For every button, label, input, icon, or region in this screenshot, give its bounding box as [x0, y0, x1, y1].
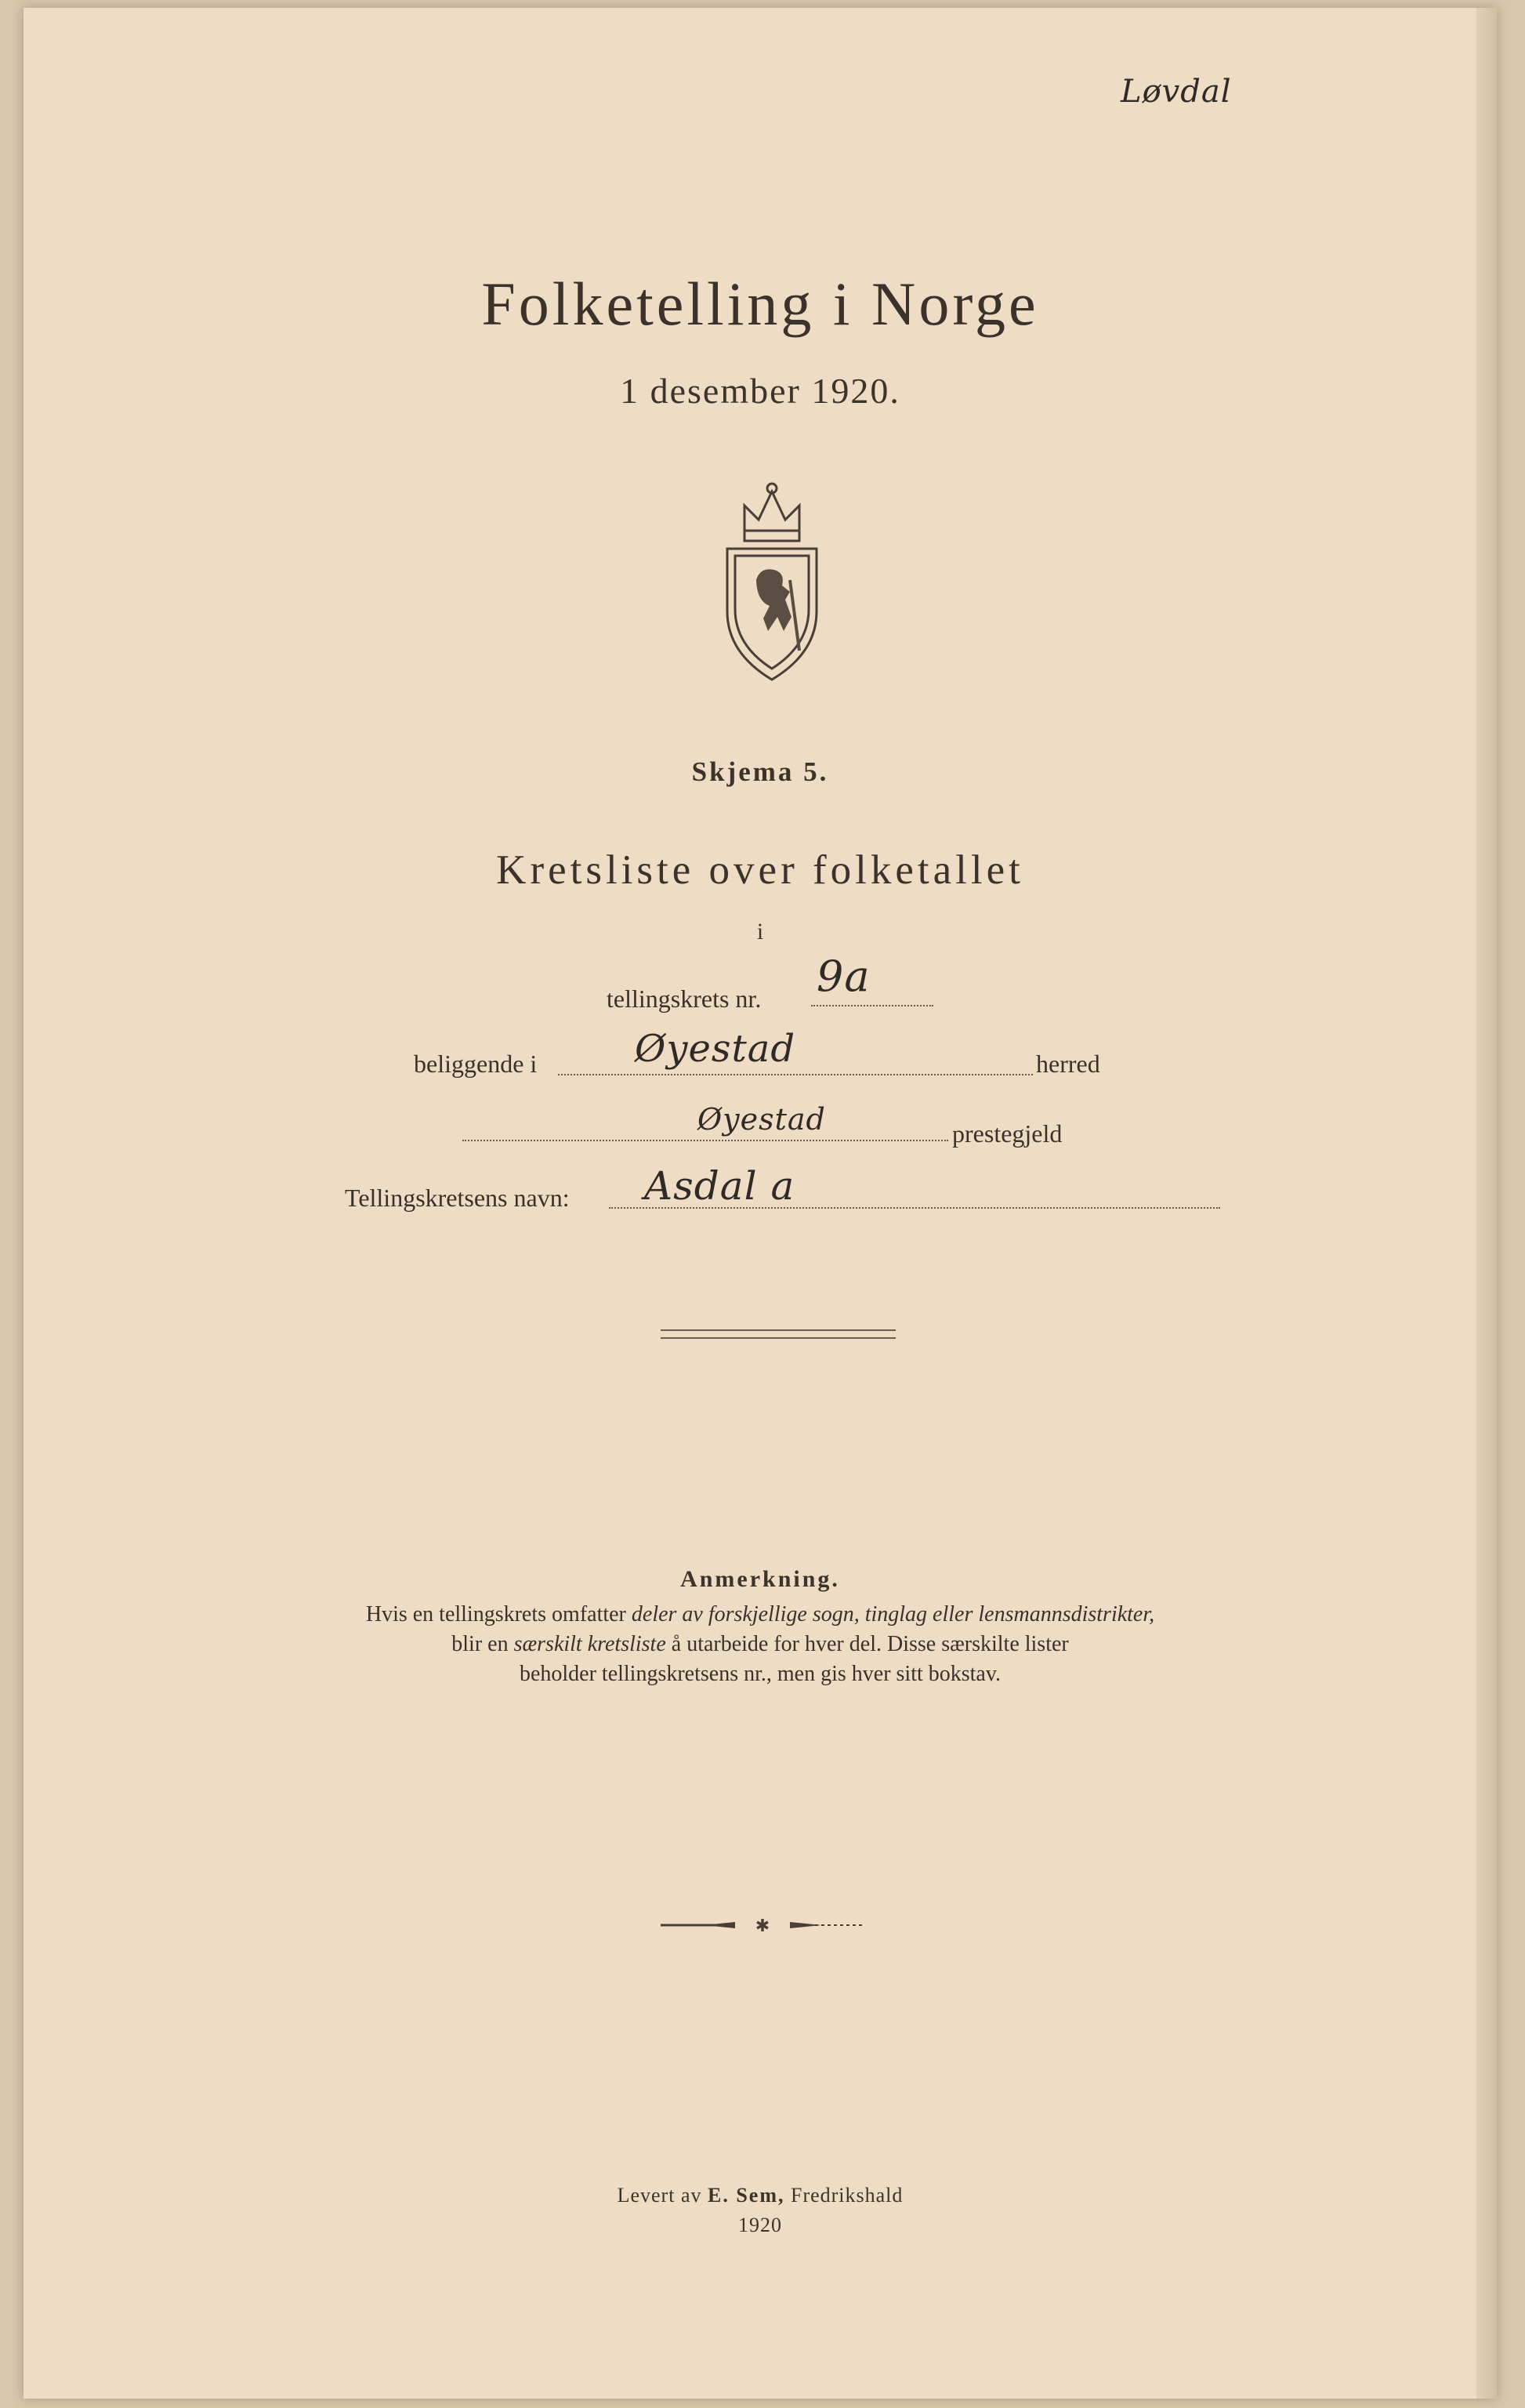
- tellingskrets-value: 9a: [817, 952, 871, 1001]
- schema-label: Skjema 5.: [691, 756, 829, 787]
- norwegian-coat-of-arms-icon: [713, 474, 831, 686]
- printer-prefix: Levert av: [617, 2184, 702, 2207]
- form-subtitle: Kretsliste over folketallet: [496, 847, 1024, 893]
- note-line-2: [24, 1632, 1497, 1657]
- census-form-page: [24, 8, 1497, 2399]
- note-line-2-text-b: å utarbeide for hver del. Disse særskilte lister: [671, 1632, 1069, 1656]
- kretsnavn-label: Tellingskretsens navn:: [345, 1184, 570, 1212]
- note-line-1-emphasis: deler av forskjellige sogn, tinglag eller lensmannsdistrikter,: [631, 1602, 1155, 1626]
- svg-text:✱: ✱: [755, 1917, 770, 1935]
- printer-credit: [24, 2184, 1497, 2207]
- census-date: 1 desember 1920.: [620, 371, 900, 411]
- conjunction-text: i: [756, 919, 764, 945]
- kretsnavn-value: Asdal a: [644, 1163, 795, 1209]
- form-title: Folketelling i Norge: [481, 270, 1039, 338]
- margin-handwritten-note: Løvdal: [1121, 74, 1232, 110]
- prestegjeld-value: Øyestad: [697, 1102, 826, 1137]
- printer-year: 1920: [738, 2214, 782, 2236]
- note-line-1: [24, 1602, 1497, 1627]
- herred-prefix-label: beliggende i: [414, 1050, 538, 1078]
- herred-suffix-label: herred: [1036, 1050, 1100, 1078]
- printer-place: Fredrikshald: [790, 2184, 904, 2207]
- note-line-2-text-a: blir en: [451, 1632, 509, 1656]
- page-edge: [1476, 8, 1497, 2399]
- note-line-1-text: Hvis en tellingskrets omfatter: [365, 1602, 626, 1626]
- note-line-3: beholder tellingskretsens nr., men gis hver sitt bokstav.: [519, 1662, 1002, 1686]
- printer-name: E. Sem,: [707, 2184, 785, 2207]
- note-heading: Anmerkning.: [680, 1566, 840, 1592]
- note-line-2-emphasis: særskilt kretsliste: [513, 1632, 666, 1656]
- prestegjeld-suffix-label: prestegjeld: [952, 1119, 1063, 1148]
- section-divider: [661, 1329, 896, 1339]
- herred-value: Øyestad: [635, 1027, 796, 1071]
- tellingskrets-label: tellingskrets nr.: [607, 985, 762, 1013]
- asterisk-ornament-icon: [661, 1916, 864, 1935]
